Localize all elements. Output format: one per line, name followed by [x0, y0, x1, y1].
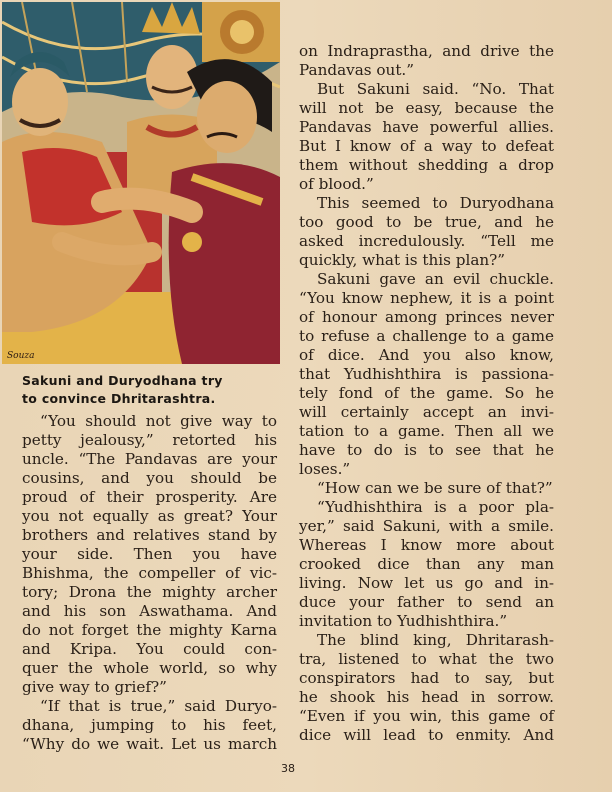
text-line: asked incredulously. “Tell me: [299, 232, 554, 250]
text-line: tra, listened to what the two: [299, 650, 554, 668]
text-line: too good to be true, and he: [299, 213, 554, 231]
text-line: conspirators had to say, but: [299, 669, 554, 687]
text-line: crooked dice than any man: [299, 555, 554, 573]
text-line: tely fond of the game. So he: [299, 384, 554, 402]
text-line: your side. Then you have: [22, 545, 277, 563]
text-line: give way to grief?”: [22, 678, 167, 696]
text-line: quer the whole world, so why: [22, 659, 277, 677]
text-line: “You should not give way to: [40, 412, 277, 430]
text-line: of blood.”: [299, 175, 374, 193]
text-line: Bhishma, the compeller of vic-: [22, 564, 277, 582]
text-line: on Indraprastha, and drive the: [299, 42, 554, 60]
text-line: “You know nephew, it is a point: [299, 289, 554, 307]
text-line: dhana, jumping to his feet,: [22, 716, 277, 734]
text-line: This seemed to Duryodhana: [317, 194, 554, 212]
story-illustration: [2, 2, 280, 364]
text-line: them without shedding a drop: [299, 156, 554, 174]
text-line: yer,” said Sakuni, with a smile.: [299, 517, 554, 535]
text-line: brothers and relatives stand by: [22, 526, 277, 544]
text-line: proud of their prosperity. Are: [22, 488, 277, 506]
text-line: “Yudhishthira is a poor pla-: [317, 498, 554, 516]
text-line: But I know of a way to defeat: [299, 137, 554, 155]
text-line: of dice. And you also know,: [299, 346, 554, 364]
left-text-column: [22, 412, 277, 754]
text-line: uncle. “The Pandavas are your: [22, 450, 277, 468]
caption-line: Sakuni and Duryodhana try: [22, 373, 223, 388]
text-line: “How can we be sure of that?”: [317, 479, 553, 497]
text-line: he shook his head in sorrow.: [299, 688, 554, 706]
text-line: living. Now let us go and in-: [299, 574, 554, 592]
text-line: have to do is to see that he: [299, 441, 554, 459]
text-line: “Even if you win, this game of: [299, 707, 554, 725]
text-line: dice will lead to enmity. And: [299, 726, 554, 744]
text-line: “If that is true,” said Duryo-: [40, 697, 277, 715]
page-number: 38: [281, 762, 295, 775]
text-line: tory; Drona the mighty archer: [22, 583, 277, 601]
text-line: will not be easy, because the: [299, 99, 554, 117]
text-line: you not equally as great? Your: [22, 507, 277, 525]
text-line: will certainly accept an invi-: [299, 403, 554, 421]
text-line: petty jealousy,” retorted his: [22, 431, 277, 449]
caption-line: to convince Dhritarashtra.: [22, 391, 216, 406]
text-line: and Kripa. You could con-: [22, 640, 277, 658]
text-line: to refuse a challenge to a game: [299, 327, 554, 345]
text-line: But Sakuni said. “No. That: [317, 80, 554, 98]
text-line: Whereas I know more about: [299, 536, 554, 554]
text-line: and his son Aswathama. And: [22, 602, 277, 620]
text-line: Pandavas have powerful allies.: [299, 118, 554, 136]
text-line: that Yudhishthira is passiona-: [299, 365, 554, 383]
text-line: Sakuni gave an evil chuckle.: [317, 270, 554, 288]
text-line: cousins, and you should be: [22, 469, 277, 487]
text-line: duce your father to send an: [299, 593, 554, 611]
text-line: quickly, what is this plan?”: [299, 251, 506, 269]
right-text-column: [299, 42, 554, 745]
text-line: The blind king, Dhritarash-: [317, 631, 554, 649]
text-line: “Why do we wait. Let us march: [22, 735, 277, 753]
text-line: do not forget the mighty Karna: [22, 621, 277, 639]
svg-text:Souza: Souza: [7, 351, 35, 361]
text-line: Pandavas out.”: [299, 61, 415, 79]
illustration-caption: [22, 372, 282, 408]
text-line: loses.”: [299, 460, 351, 478]
text-line: invitation to Yudhishthira.”: [299, 612, 508, 630]
text-line: tation to a game. Then all we: [299, 422, 554, 440]
text-line: of honour among princes never: [299, 308, 554, 326]
